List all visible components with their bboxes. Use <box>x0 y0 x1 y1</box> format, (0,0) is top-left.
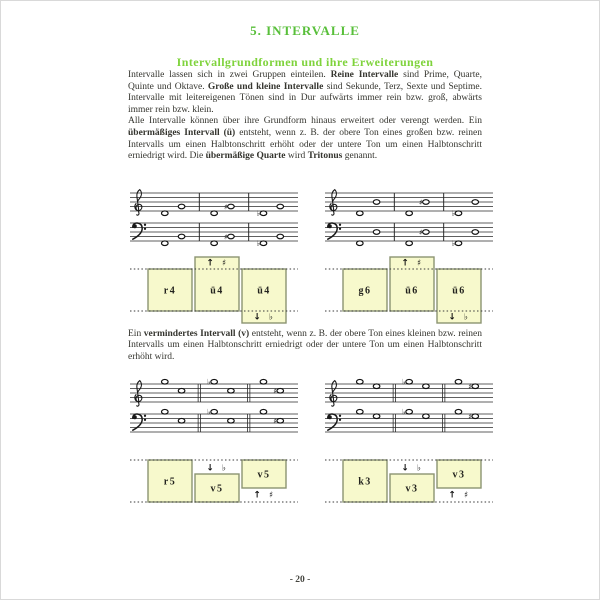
whole-note <box>472 229 479 234</box>
staff-system-sixths <box>323 185 495 249</box>
arrow-down-icon: ↓ <box>253 312 261 323</box>
page-content <box>128 1 482 520</box>
staff-row-augmented <box>128 185 496 249</box>
text-run: sind Sekunde, Terz, Sexte und Septime. Intervalle mit leitereigenen Tönen sind in Dur aufwärts immer rein bzw. groß, abwärts immer rein bzw. klein. <box>128 81 482 115</box>
interval-box-label: ü6 <box>405 285 419 297</box>
arrow-down-icon: ↓ <box>206 463 214 474</box>
sharp-icon: ♯ <box>268 490 274 501</box>
sharp-icon: ♯ <box>273 416 277 426</box>
flat-icon: ♭ <box>463 312 469 323</box>
text-run: Große und kleine Intervalle <box>207 81 324 92</box>
whole-note <box>228 418 235 423</box>
whole-note <box>211 379 218 384</box>
sharp-icon: ♯ <box>223 232 228 242</box>
text-run: Alle Intervalle können über ihre Grundform hinaus erweitert oder verengt werden. Ein <box>128 116 482 127</box>
interval-box-label: ü4 <box>210 285 224 297</box>
whole-note <box>423 383 430 388</box>
whole-note <box>260 241 267 246</box>
text-run: übermäßiges Intervall (ü) <box>128 127 236 138</box>
diagram-augmented-fourths <box>128 255 300 329</box>
diagram-diminished-thirds <box>323 446 495 520</box>
flat-icon: ♭ <box>416 463 422 474</box>
page-subtitle: Intervallgrundformen und ihre Erweiterungen <box>176 55 434 69</box>
whole-note <box>211 241 218 246</box>
flat-icon: ♭ <box>207 377 211 387</box>
whole-note <box>472 413 479 418</box>
whole-note <box>455 241 462 246</box>
interval-box-label: k3 <box>358 476 372 488</box>
flat-icon: ♭ <box>451 208 456 218</box>
text-run: Intervalle lassen sich in zwei Gruppen einteilen. <box>128 70 331 80</box>
diagram-augmented-sixths <box>323 255 495 329</box>
whole-note <box>211 211 218 216</box>
interval-box-label: r5 <box>163 476 177 488</box>
whole-note <box>178 234 185 239</box>
text-run: wird <box>285 151 308 162</box>
whole-note <box>357 211 364 216</box>
whole-note <box>406 379 413 384</box>
whole-note <box>260 379 267 384</box>
interval-diagram-fourths <box>128 255 300 329</box>
text-run: sind Prime, Quarte, Quinte und Oktave. <box>128 70 482 92</box>
whole-note <box>455 211 462 216</box>
whole-note <box>373 383 380 388</box>
whole-note <box>373 413 380 418</box>
flat-icon: ♭ <box>207 407 211 417</box>
interval-box-label: v3 <box>452 469 466 481</box>
whole-note <box>228 204 235 209</box>
music-system-thirds <box>323 376 495 440</box>
whole-note <box>162 409 169 414</box>
interval-box-label: ü6 <box>452 285 466 297</box>
whole-note <box>406 241 413 246</box>
sharp-icon: ♯ <box>416 258 422 269</box>
arrow-up-icon: ↑ <box>448 490 456 501</box>
whole-note <box>277 418 284 423</box>
diagram-diminished-fifths <box>128 446 300 520</box>
interval-box <box>195 257 239 311</box>
sharp-icon: ♯ <box>273 386 277 396</box>
sharp-icon: ♯ <box>468 411 472 421</box>
whole-note <box>357 241 364 246</box>
whole-note <box>455 379 462 384</box>
interval-box-label: v3 <box>405 483 419 495</box>
page-title: 5. INTERVALLE <box>250 23 360 38</box>
whole-note <box>178 388 185 393</box>
interval-diagram-sixths <box>323 255 495 329</box>
whole-note <box>228 388 235 393</box>
whole-note <box>162 379 169 384</box>
staff-system-fifths <box>128 376 300 440</box>
arrow-up-icon: ↑ <box>253 490 261 501</box>
arrow-down-icon: ↓ <box>401 463 409 474</box>
whole-note <box>373 229 380 234</box>
whole-note <box>472 383 479 388</box>
whole-note <box>423 229 430 234</box>
interval-box-label: ü4 <box>257 285 271 297</box>
whole-note <box>357 409 364 414</box>
music-system-sixths <box>323 185 495 249</box>
whole-note <box>211 409 218 414</box>
sharp-icon: ♯ <box>418 227 423 237</box>
staff-system-thirds <box>323 376 495 440</box>
paragraph-diminished-intervals <box>128 329 482 364</box>
paragraph-interval-groups <box>128 70 482 116</box>
diagram-row-diminished <box>128 446 496 520</box>
text-run: übermäßige Quarte <box>205 151 286 162</box>
whole-note <box>277 388 284 393</box>
whole-note <box>373 199 380 204</box>
arrow-up-icon: ↑ <box>206 258 214 269</box>
interval-box-label: v5 <box>257 469 271 481</box>
diagram-row-augmented <box>128 255 496 329</box>
flat-icon: ♭ <box>256 238 261 248</box>
interval-diagram-fifths <box>128 446 300 520</box>
text-run: Ein <box>128 328 144 339</box>
whole-note <box>406 409 413 414</box>
whole-note <box>357 379 364 384</box>
arrow-down-icon: ↓ <box>448 312 456 323</box>
whole-note <box>162 241 169 246</box>
arrow-up-icon: ↑ <box>401 258 409 269</box>
staff-row-diminished <box>128 376 496 440</box>
flat-icon: ♭ <box>402 407 406 417</box>
whole-note <box>455 409 462 414</box>
music-system-fourths <box>128 185 300 249</box>
flat-icon: ♭ <box>402 377 406 387</box>
text-run: Tritonus <box>307 151 343 162</box>
whole-note <box>162 211 169 216</box>
sharp-icon: ♯ <box>221 258 227 269</box>
whole-note <box>260 409 267 414</box>
flat-icon: ♭ <box>221 463 227 474</box>
flat-icon: ♭ <box>451 238 456 248</box>
flat-icon: ♭ <box>268 312 274 323</box>
whole-note <box>277 234 284 239</box>
whole-note <box>406 211 413 216</box>
interval-diagram-thirds <box>323 446 495 520</box>
interval-box-label: g6 <box>358 285 372 297</box>
paragraph-augmented-intervals <box>128 116 482 162</box>
music-system-fifths <box>128 376 300 440</box>
whole-note <box>178 204 185 209</box>
whole-note <box>423 199 430 204</box>
whole-note <box>472 199 479 204</box>
staff-system-fourths <box>128 185 300 249</box>
text-run: genannt. <box>342 151 378 162</box>
text-run: Reine Intervalle <box>330 70 399 80</box>
sharp-icon: ♯ <box>223 202 228 212</box>
interval-box-label: r4 <box>163 285 177 297</box>
whole-note <box>178 418 185 423</box>
interval-box-label: v5 <box>210 483 224 495</box>
interval-box <box>390 257 434 311</box>
text-run: vermindertes Intervall (v) <box>143 328 250 339</box>
sharp-icon: ♯ <box>468 381 472 391</box>
whole-note <box>423 413 430 418</box>
whole-note <box>260 211 267 216</box>
text-run: entsteht, wenn z. B. der obere Ton eines großen bzw. reinen Intervalls um einen Halbtonschritt erhöht oder der untere Ton um einen Halbtonschritt erniedrigt wird. Die <box>128 127 482 162</box>
page-number: - 20 - <box>289 575 311 585</box>
sharp-icon: ♯ <box>463 490 469 501</box>
whole-note <box>277 204 284 209</box>
flat-icon: ♭ <box>256 208 261 218</box>
sharp-icon: ♯ <box>418 197 423 207</box>
whole-note <box>228 234 235 239</box>
text-run: entsteht, wenn z. B. der obere Ton eines kleinen bzw. reinen Intervalls um einen Halbtonschritt erniedrigt oder der untere Ton um einen Halbtonschritt erhöht wird. <box>128 328 482 362</box>
